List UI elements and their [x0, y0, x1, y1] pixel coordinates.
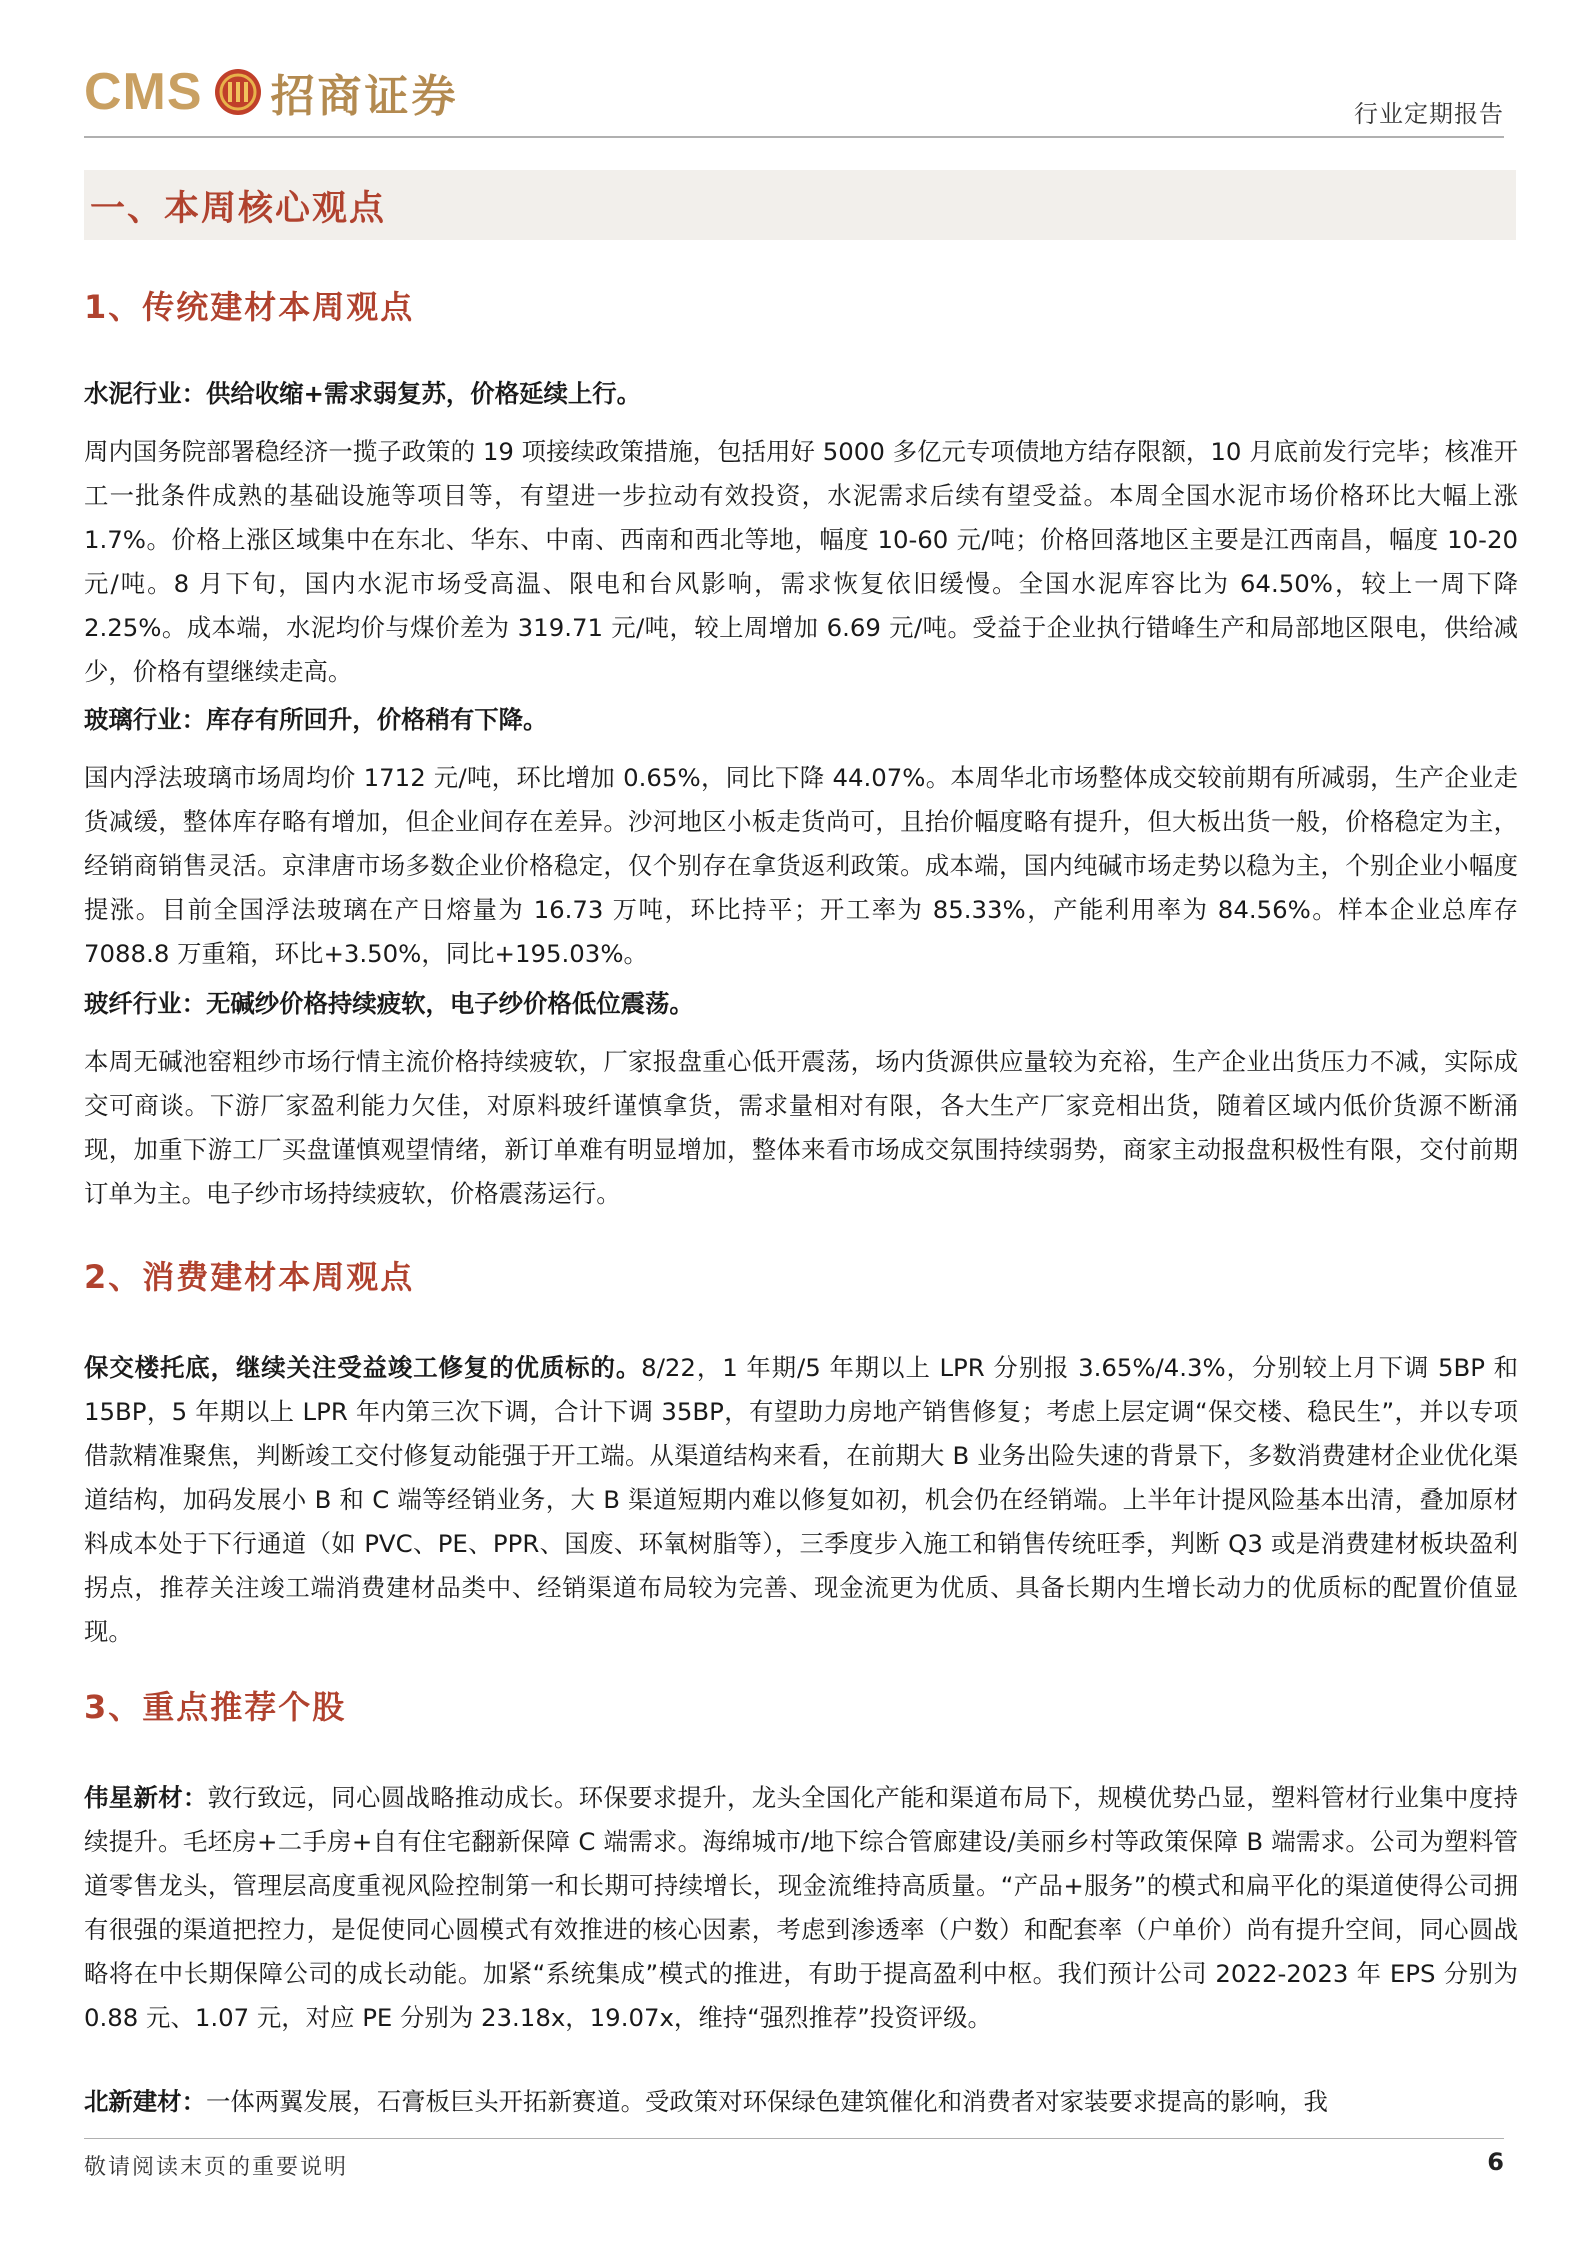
- glass-headline: 玻璃行业：库存有所回升，价格稍有下降。: [84, 705, 548, 734]
- subsection-title-consumer: 2、消费建材本周观点: [84, 1258, 415, 1296]
- logo-latin-text: CMS: [84, 63, 203, 121]
- weixing-lead: 伟星新材：: [84, 1783, 208, 1812]
- fiberglass-headline: 玻纤行业：无碱纱价格持续疲软，电子纱价格低位震荡。: [84, 989, 694, 1018]
- consumer-paragraph: [84, 1346, 1518, 1654]
- beixin-body: 一体两翼发展，石膏板巨头开拓新赛道。受政策对环保绿色建筑催化和消费者对家装要求提高的影响，我: [205, 2087, 1328, 2116]
- subsection-title-picks: 3、重点推荐个股: [84, 1688, 347, 1726]
- section-title-band: [84, 170, 1516, 240]
- logo-chinese-text: 招商证券: [270, 71, 459, 122]
- footer-disclaimer: 敬请阅读末页的重要说明: [84, 2155, 349, 2180]
- weixing-body: 敦行致远，同心圆战略推动成长。环保要求提升，龙头全国化产能和渠道布局下，规模优势凸显，塑料管材行业集中度持续提升。毛坯房+二手房+自有住宅翻新保障 C 端需求。海绵城市/地下综合管廊建设/美丽乡村等政策保障 B 端需求。公司为塑料管道零售龙头，管理层高度重视风险控制第一和长期可持续增长，现金流维持高质量。“产品+服务”的模式和扁平化的渠道使得公司拥有很强的渠道把控力，是促使同心圆模式有效推进的核心因素，考虑到渗透率（户数）和配套率（户单价）尚有提升空间，同心圆战略将在中长期保障公司的成长动能。加紧“系统集成”模式的推进，有助于提高盈利中枢。我们预计公司 2022-2023 年 EPS 分别为 0.88 元、1.07 元，对应 PE 分别为 23.18x，19.07x，维持“强烈推荐”投资评级。: [84, 1783, 1518, 2032]
- glass-paragraph: 国内浮法玻璃市场周均价 1712 元/吨，环比增加 0.65%，同比下降 44.07%。本周华北市场整体成交较前期有所减弱，生产企业走货减缓，整体库存略有增加，但企业间存在差异。沙河地区小板走货尚可，且抬价幅度略有提升，但大板出货一般，价格稳定为主，经销商销售灵活。京津唐市场多数企业价格稳定，仅个别存在拿货返利政策。成本端，国内纯碱市场走势以稳为主，个别企业小幅度提涨。目前全国浮法玻璃在产日熔量为 16.73 万吨，环比持平；开工率为 85.33%，产能利用率为 84.56%。样本企业总库存 7088.8 万重箱，环比+3.50%，同比+195.03%。: [84, 763, 1518, 968]
- fiberglass-paragraph: 本周无碱池窑粗纱市场行情主流价格持续疲软，厂家报盘重心低开震荡，场内货源供应量较为充裕，生产企业出货压力不减，实际成交可商谈。下游厂家盈利能力欠佳，对原料玻纤谨慎拿货，需求量相对有限，各大生产厂家竞相出货，随着区域内低价货源不断涌现，加重下游工厂买盘谨慎观望情绪，新订单难有明显增加，整体来看市场成交氛围持续弱势，商家主动报盘积极性有限，交付前期订单为主。电子纱市场持续疲软，价格震荡运行。: [84, 1047, 1518, 1208]
- logo-emblem-icon: [213, 67, 263, 117]
- beixin-paragraph: [84, 2080, 1518, 2124]
- cement-paragraph: 周内国务院部署稳经济一揽子政策的 19 项接续政策措施，包括用好 5000 多亿元专项债地方结存限额，10 月底前发行完毕；核准开工一批条件成熟的基础设施等项目等，有望进一步拉动有效投资，水泥需求后续有望受益。本周全国水泥市场价格环比大幅上涨 1.7%。价格上涨区域集中在东北、华东、中南、西南和西北等地，幅度 10-60 元/吨；价格回落地区主要是江西南昌，幅度 10-20 元/吨。8 月下旬，国内水泥市场受高温、限电和台风影响，需求恢复依旧缓慢。全国水泥库容比为 64.50%，较上一周下降 2.25%。成本端，水泥均价与煤价差为 319.71 元/吨，较上周增加 6.69 元/吨。受益于企业执行错峰生产和局部地区限电，供给减少，价格有望继续走高。: [84, 437, 1518, 686]
- report-type-label: 行业定期报告: [1354, 100, 1504, 128]
- page-header: [84, 56, 1504, 136]
- beixin-lead: 北新建材：: [84, 2087, 206, 2116]
- consumer-body: 8/22，1 年期/5 年期以上 LPR 分别报 3.65%/4.3%，分别较上月下调 5BP 和 15BP，5 年期以上 LPR 年内第三次下调，合计下调 35BP，有望助力房地产销售修复；考虑上层定调“保交楼、稳民生”，并以专项借款精准聚焦，判断竣工交付修复动能强于开工端。从渠道结构来看，在前期大 B 业务出险失速的背景下，多数消费建材企业优化渠道结构，加码发展小 B 和 C 端等经销业务，大 B 渠道短期内难以修复如初，机会仍在经销端。上半年计提风险基本出清，叠加原材料成本处于下行通道（如 PVC、PE、PPR、国废、环氧树脂等），三季度步入施工和销售传统旺季，判断 Q3 或是消费建材板块盈利拐点，推荐关注竣工端消费建材品类中、经销渠道布局较为完善、现金流更为优质、具备长期内生增长动力的优质标的配置价值显现。: [84, 1353, 1518, 1646]
- page-number: 6: [1487, 2148, 1504, 2176]
- footer-divider: [84, 2138, 1504, 2139]
- header-divider: [84, 136, 1504, 138]
- brand-logo: [84, 60, 459, 124]
- consumer-lead: 保交楼托底，继续关注受益竣工修复的优质标的。: [84, 1353, 642, 1382]
- subsection-title-traditional: 1、传统建材本周观点: [84, 288, 415, 326]
- section-title: 一、本周核心观点: [90, 189, 387, 229]
- cement-headline: 水泥行业：供给收缩+需求弱复苏，价格延续上行。: [84, 379, 642, 408]
- weixing-paragraph: [84, 1776, 1518, 2040]
